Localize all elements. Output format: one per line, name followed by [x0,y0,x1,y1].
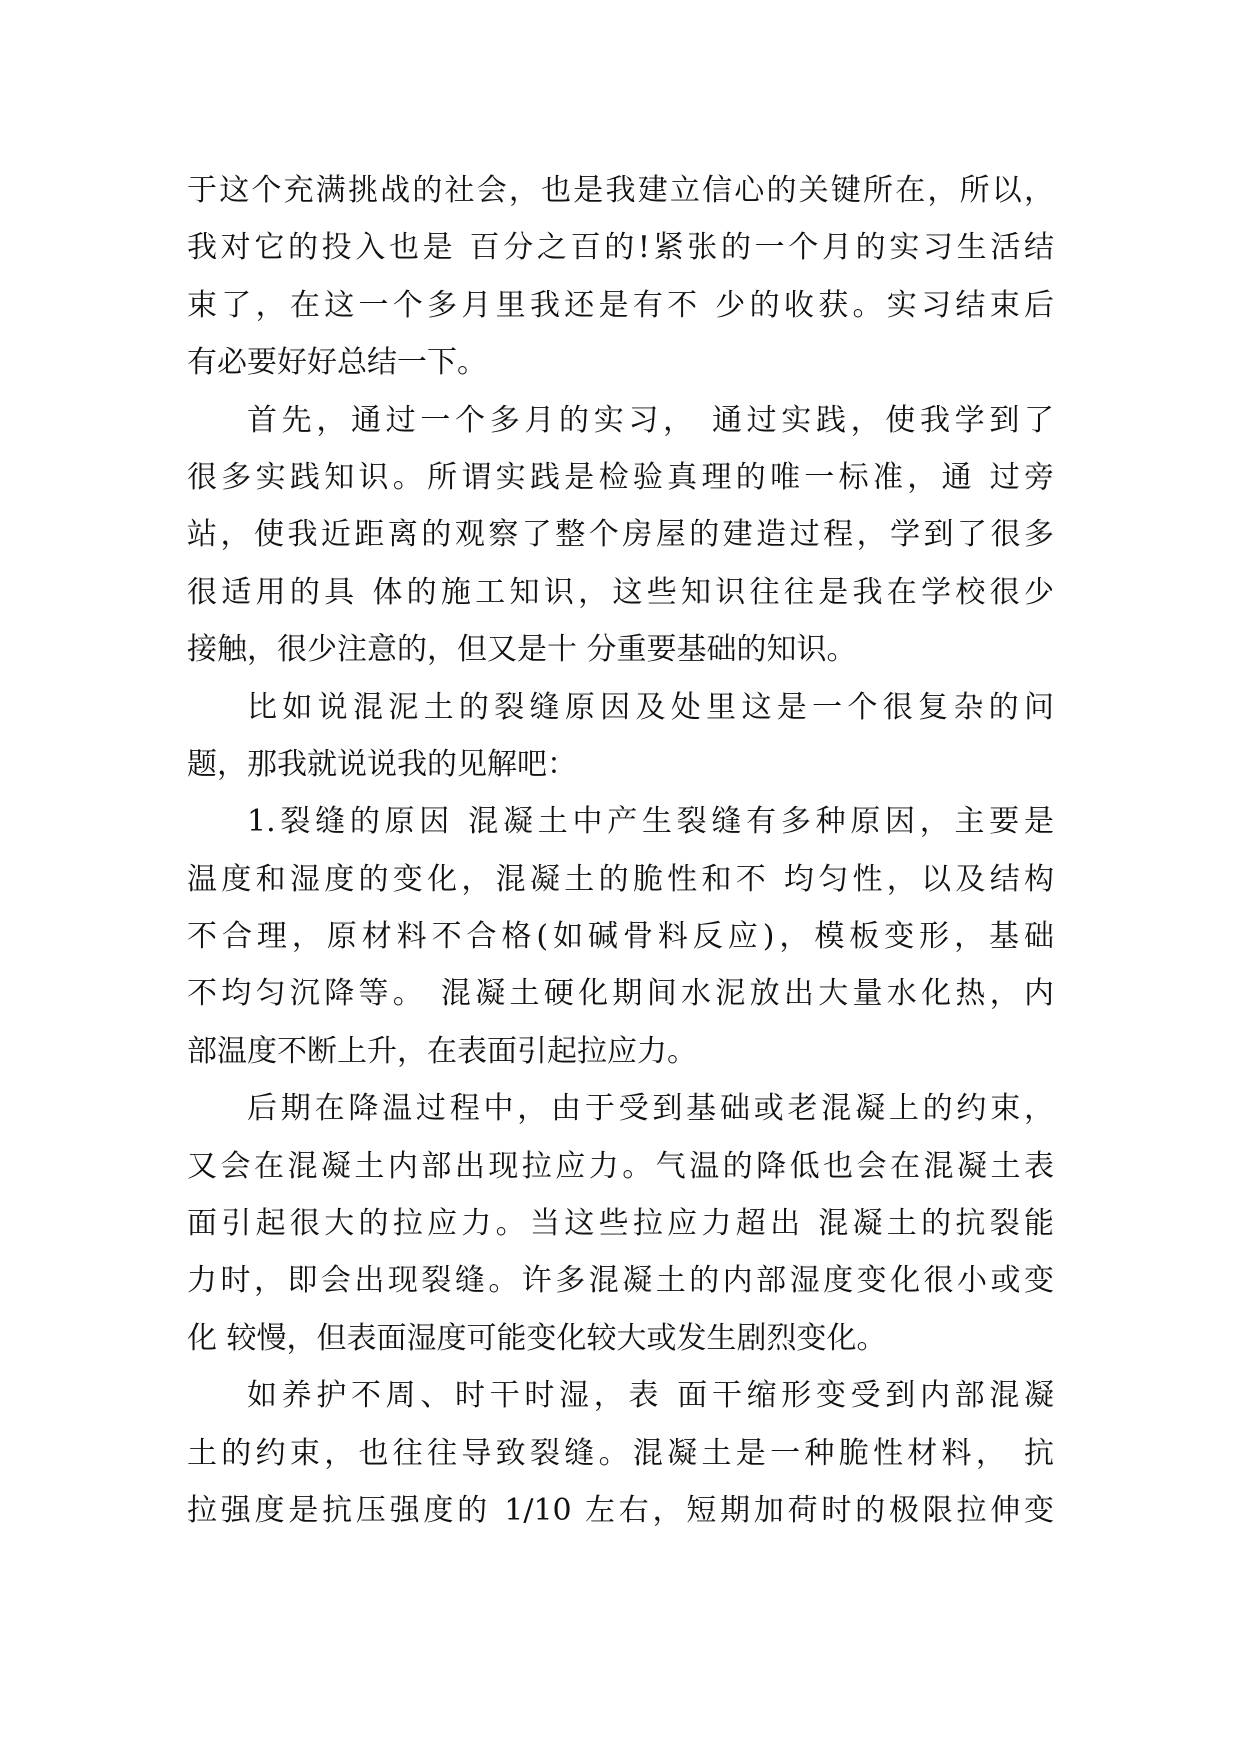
text-line: 土的约束，也往往导致裂缝。混凝土是一种脆性材料， 抗 [187,1435,1054,1471]
text-line: 如养护不周、时干时湿，表 面干缩形变受到内部混凝 [247,1378,1054,1414]
paragraph [187,162,1054,392]
text-line: 束了，在这一个多月里我还是有不 少的收获。实习结束后 [187,287,1054,323]
text-line: 不合理，原材料不合格(如碱骨料反应)，模板变形，基础 [187,919,1054,955]
text-line: 我对它的投入也是 百分之百的!紧张的一个月的实习生活结 [187,230,1054,266]
text-line: 拉强度是抗压强度的 1/10 左右，短期加荷时的极限拉伸变 [187,1492,1054,1528]
text-line: 接触，很少注意的，但又是十 分重要基础的知识。 [187,632,857,668]
text-line: 很多实践知识。所谓实践是检验真理的唯一标准，通 过旁 [187,459,1054,495]
text-line: 力时，即会出现裂缝。许多混凝土的内部湿度变化很小或变 [187,1263,1054,1299]
text-line: 又会在混凝土内部出现拉应力。气温的降低也会在混凝土表 [187,1148,1054,1184]
text-line: 比如说混泥土的裂缝原因及处里这是一个很复杂的问 [247,689,1054,725]
document-body [187,162,1054,1539]
text-line: 很适用的具 体的施工知识，这些知识往往是我在学校很少 [187,574,1054,610]
text-line: 站，使我近距离的观察了整个房屋的建造过程，学到了很多 [187,517,1054,553]
paragraph [187,679,1054,794]
paragraph [187,1367,1054,1539]
text-line: 部温度不断上升，在表面引起拉应力。 [187,1033,697,1069]
text-line: 化 较慢，但表面湿度可能变化较大或发生剧烈变化。 [187,1320,887,1356]
paragraph [187,1080,1054,1367]
text-line: 题，那我就说说我的见解吧： [187,746,577,782]
text-line: 不均匀沉降等。 混凝土硬化期间水泥放出大量水化热，内 [187,976,1054,1012]
text-line: 温度和湿度的变化，混凝土的脆性和不 均匀性，以及结构 [187,861,1054,897]
text-line: 后期在降温过程中，由于受到基础或老混凝上的约束， [247,1091,1054,1127]
text-line: 首先，通过一个多月的实习， 通过实践，使我学到了 [247,402,1054,438]
text-line: 有必要好好总结一下。 [187,345,487,381]
paragraph [187,793,1054,1080]
text-line: 1.裂缝的原因 混凝土中产生裂缝有多种原因，主要是 [247,804,1054,840]
text-line: 于这个充满挑战的社会，也是我建立信心的关键所在，所以， [187,173,1054,208]
paragraph [187,392,1054,679]
text-line: 面引起很大的拉应力。当这些拉应力超出 混凝土的抗裂能 [187,1206,1054,1242]
